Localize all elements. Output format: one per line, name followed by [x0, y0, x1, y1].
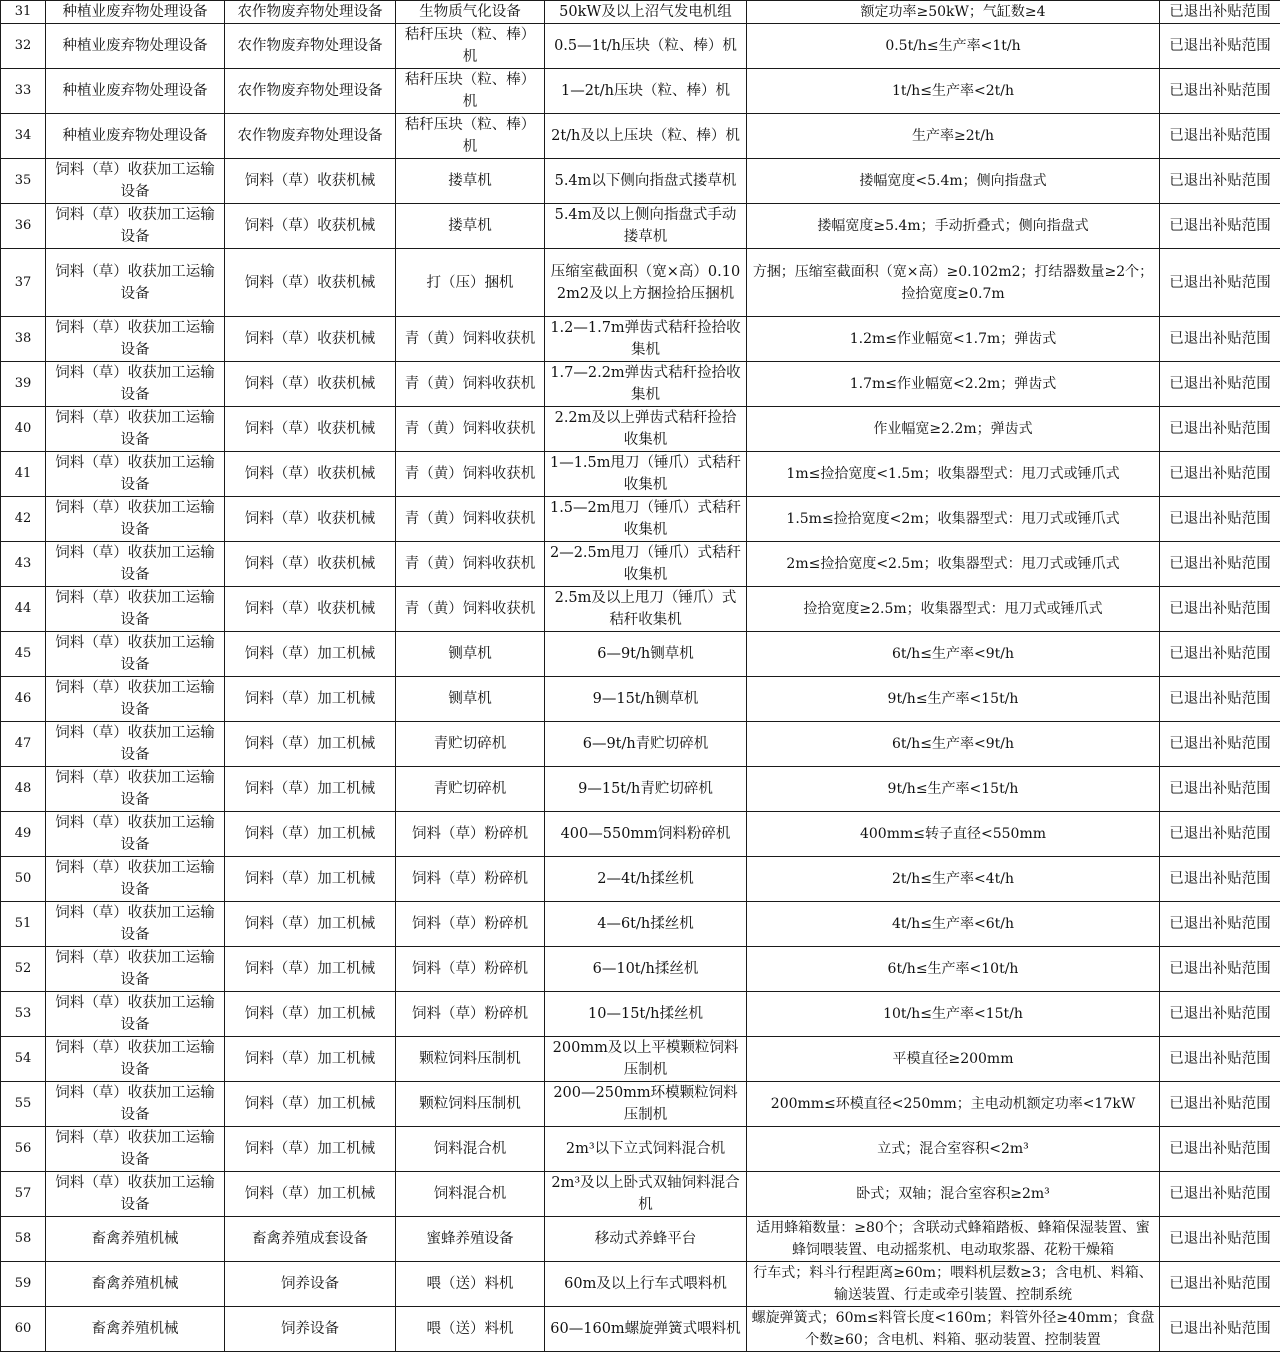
status-cell: 已退出补贴范围: [1160, 114, 1280, 159]
category-cell: 饲料（草）收获加工运输设备: [46, 947, 225, 992]
status-cell: 已退出补贴范围: [1160, 1262, 1280, 1307]
grade-cell: 5.4m以下侧向指盘式搂草机: [545, 159, 747, 204]
status-cell: 已退出补贴范围: [1160, 587, 1280, 632]
status-cell: 已退出补贴范围: [1160, 947, 1280, 992]
subcategory-cell: 饲料（草）加工机械: [225, 812, 396, 857]
subcategory-cell: 饲料（草）加工机械: [225, 857, 396, 902]
item-cell: 饲料（草）粉碎机: [396, 812, 545, 857]
row-number-cell: 43: [1, 542, 46, 587]
table-row: [1, 452, 1280, 497]
category-cell: 种植业废弃物处理设备: [46, 69, 225, 114]
row-number-cell: 39: [1, 362, 46, 407]
item-cell: 颗粒饲料压制机: [396, 1082, 545, 1127]
subcategory-cell: 饲养设备: [225, 1262, 396, 1307]
category-cell: 饲料（草）收获加工运输设备: [46, 159, 225, 204]
status-cell: 已退出补贴范围: [1160, 1217, 1280, 1262]
item-cell: 饲料混合机: [396, 1127, 545, 1172]
table-row: [1, 722, 1280, 767]
category-cell: 饲料（草）收获加工运输设备: [46, 857, 225, 902]
item-cell: 青贮切碎机: [396, 722, 545, 767]
grade-cell: 2.2m及以上弹齿式秸秆捡拾收集机: [545, 407, 747, 452]
standard-cell: 1t/h≤生产率<2t/h: [747, 69, 1160, 114]
category-cell: 饲料（草）收获加工运输设备: [46, 587, 225, 632]
category-cell: 饲料（草）收获加工运输设备: [46, 362, 225, 407]
table-row: [1, 159, 1280, 204]
item-cell: 青贮切碎机: [396, 767, 545, 812]
category-cell: 饲料（草）收获加工运输设备: [46, 812, 225, 857]
standard-cell: 立式；混合室容积<2m³: [747, 1127, 1160, 1172]
grade-cell: 60—160m螺旋弹簧式喂料机: [545, 1307, 747, 1352]
row-number-cell: 52: [1, 947, 46, 992]
standard-cell: 1.5m≤捡拾宽度<2m；收集器型式：甩刀式或锤爪式: [747, 497, 1160, 542]
table-body: [1, 1, 1280, 1352]
item-cell: 饲料混合机: [396, 1172, 545, 1217]
subcategory-cell: 饲料（草）收获机械: [225, 317, 396, 362]
grade-cell: 2t/h及以上压块（粒、棒）机: [545, 114, 747, 159]
table-row: [1, 542, 1280, 587]
item-cell: 青（黄）饲料收获机: [396, 542, 545, 587]
category-cell: 饲料（草）收获加工运输设备: [46, 767, 225, 812]
row-number-cell: 58: [1, 1217, 46, 1262]
category-cell: 饲料（草）收获加工运输设备: [46, 992, 225, 1037]
item-cell: 喂（送）料机: [396, 1307, 545, 1352]
grade-cell: 1.5—2m甩刀（锤爪）式秸秆收集机: [545, 497, 747, 542]
table-row: [1, 947, 1280, 992]
subcategory-cell: 饲料（草）收获机械: [225, 362, 396, 407]
category-cell: 饲料（草）收获加工运输设备: [46, 542, 225, 587]
standard-cell: 捡拾宽度≥2.5m；收集器型式：甩刀式或锤爪式: [747, 587, 1160, 632]
subcategory-cell: 农作物废弃物处理设备: [225, 114, 396, 159]
standard-cell: 2t/h≤生产率<4t/h: [747, 857, 1160, 902]
row-number-cell: 55: [1, 1082, 46, 1127]
category-cell: 饲料（草）收获加工运输设备: [46, 1037, 225, 1082]
item-cell: 颗粒饲料压制机: [396, 1037, 545, 1082]
grade-cell: 60m及以上行车式喂料机: [545, 1262, 747, 1307]
category-cell: 种植业废弃物处理设备: [46, 24, 225, 69]
item-cell: 铡草机: [396, 677, 545, 722]
status-cell: 已退出补贴范围: [1160, 677, 1280, 722]
category-cell: 饲料（草）收获加工运输设备: [46, 249, 225, 317]
subcategory-cell: 饲料（草）收获机械: [225, 249, 396, 317]
table-row: [1, 1082, 1280, 1127]
subcategory-cell: 饲料（草）加工机械: [225, 722, 396, 767]
row-number-cell: 47: [1, 722, 46, 767]
row-number-cell: 50: [1, 857, 46, 902]
standard-cell: 螺旋弹簧式；60m≤料管长度<160m；料管外径≥40mm；食盘个数≥60；含电机、料箱、驱动装置、控制装置: [747, 1307, 1160, 1352]
standard-cell: 1.7m≤作业幅宽<2.2m；弹齿式: [747, 362, 1160, 407]
table-row: [1, 317, 1280, 362]
row-number-cell: 36: [1, 204, 46, 249]
category-cell: 饲料（草）收获加工运输设备: [46, 632, 225, 677]
item-cell: 青（黄）饲料收获机: [396, 362, 545, 407]
standard-cell: 0.5t/h≤生产率<1t/h: [747, 24, 1160, 69]
subcategory-cell: 饲料（草）加工机械: [225, 767, 396, 812]
subcategory-cell: 饲料（草）收获机械: [225, 587, 396, 632]
grade-cell: 5.4m及以上侧向指盘式手动搂草机: [545, 204, 747, 249]
item-cell: 饲料（草）粉碎机: [396, 992, 545, 1037]
subcategory-cell: 饲料（草）加工机械: [225, 1127, 396, 1172]
category-cell: 饲料（草）收获加工运输设备: [46, 452, 225, 497]
status-cell: 已退出补贴范围: [1160, 452, 1280, 497]
category-cell: 饲料（草）收获加工运输设备: [46, 1127, 225, 1172]
subcategory-cell: 饲料（草）加工机械: [225, 1037, 396, 1082]
row-number-cell: 44: [1, 587, 46, 632]
grade-cell: 6—10t/h揉丝机: [545, 947, 747, 992]
standard-cell: 额定功率≥50kW；气缸数≥4: [747, 1, 1160, 24]
grade-cell: 10—15t/h揉丝机: [545, 992, 747, 1037]
status-cell: 已退出补贴范围: [1160, 497, 1280, 542]
row-number-cell: 42: [1, 497, 46, 542]
category-cell: 畜禽养殖机械: [46, 1262, 225, 1307]
row-number-cell: 54: [1, 1037, 46, 1082]
row-number-cell: 40: [1, 407, 46, 452]
table-row: [1, 587, 1280, 632]
subcategory-cell: 饲料（草）加工机械: [225, 902, 396, 947]
table-row: [1, 204, 1280, 249]
table-row: [1, 1172, 1280, 1217]
category-cell: 饲料（草）收获加工运输设备: [46, 497, 225, 542]
item-cell: 青（黄）饲料收获机: [396, 587, 545, 632]
standard-cell: 方捆；压缩室截面积（宽×高）≥0.102m2；打结器数量≥2个；捡拾宽度≥0.7m: [747, 249, 1160, 317]
standard-cell: 6t/h≤生产率<10t/h: [747, 947, 1160, 992]
status-cell: 已退出补贴范围: [1160, 992, 1280, 1037]
standard-cell: 行车式；料斗行程距离≥60m；喂料机层数≥3；含电机、料箱、输送装置、行走或牵引装置、控制系统: [747, 1262, 1160, 1307]
status-cell: 已退出补贴范围: [1160, 204, 1280, 249]
status-cell: 已退出补贴范围: [1160, 812, 1280, 857]
subcategory-cell: 饲料（草）收获机械: [225, 542, 396, 587]
item-cell: 生物质气化设备: [396, 1, 545, 24]
status-cell: 已退出补贴范围: [1160, 542, 1280, 587]
grade-cell: 6—9t/h青贮切碎机: [545, 722, 747, 767]
table-row: [1, 497, 1280, 542]
status-cell: 已退出补贴范围: [1160, 407, 1280, 452]
subcategory-cell: 畜禽养殖成套设备: [225, 1217, 396, 1262]
row-number-cell: 57: [1, 1172, 46, 1217]
category-cell: 畜禽养殖机械: [46, 1217, 225, 1262]
subcategory-cell: 饲料（草）收获机械: [225, 159, 396, 204]
subcategory-cell: 农作物废弃物处理设备: [225, 1, 396, 24]
item-cell: 饲料（草）粉碎机: [396, 902, 545, 947]
table-row: [1, 249, 1280, 317]
table-row: [1, 857, 1280, 902]
table-row: [1, 632, 1280, 677]
status-cell: 已退出补贴范围: [1160, 249, 1280, 317]
item-cell: 搂草机: [396, 204, 545, 249]
row-number-cell: 35: [1, 159, 46, 204]
subcategory-cell: 饲料（草）加工机械: [225, 1172, 396, 1217]
table-row: [1, 812, 1280, 857]
grade-cell: 移动式养蜂平台: [545, 1217, 747, 1262]
table-row: [1, 992, 1280, 1037]
subcategory-cell: 饲料（草）加工机械: [225, 632, 396, 677]
table-row: [1, 1127, 1280, 1172]
standard-cell: 卧式；双轴；混合室容积≥2m³: [747, 1172, 1160, 1217]
subcategory-cell: 饲料（草）收获机械: [225, 407, 396, 452]
category-cell: 种植业废弃物处理设备: [46, 114, 225, 159]
standard-cell: 搂幅宽度≥5.4m；手动折叠式；侧向指盘式: [747, 204, 1160, 249]
grade-cell: 400—550mm饲料粉碎机: [545, 812, 747, 857]
status-cell: 已退出补贴范围: [1160, 1127, 1280, 1172]
row-number-cell: 32: [1, 24, 46, 69]
category-cell: 畜禽养殖机械: [46, 1307, 225, 1352]
category-cell: 饲料（草）收获加工运输设备: [46, 407, 225, 452]
subcategory-cell: 饲料（草）加工机械: [225, 677, 396, 722]
row-number-cell: 53: [1, 992, 46, 1037]
item-cell: 秸秆压块（粒、棒）机: [396, 24, 545, 69]
table-row: [1, 1217, 1280, 1262]
standard-cell: 6t/h≤生产率<9t/h: [747, 722, 1160, 767]
category-cell: 饲料（草）收获加工运输设备: [46, 902, 225, 947]
standard-cell: 9t/h≤生产率<15t/h: [747, 677, 1160, 722]
grade-cell: 200mm及以上平模颗粒饲料压制机: [545, 1037, 747, 1082]
status-cell: 已退出补贴范围: [1160, 1307, 1280, 1352]
item-cell: 搂草机: [396, 159, 545, 204]
category-cell: 饲料（草）收获加工运输设备: [46, 1082, 225, 1127]
category-cell: 种植业废弃物处理设备: [46, 1, 225, 24]
row-number-cell: 33: [1, 69, 46, 114]
row-number-cell: 31: [1, 1, 46, 24]
status-cell: 已退出补贴范围: [1160, 159, 1280, 204]
item-cell: 饲料（草）粉碎机: [396, 947, 545, 992]
grade-cell: 1—2t/h压块（粒、棒）机: [545, 69, 747, 114]
status-cell: 已退出补贴范围: [1160, 24, 1280, 69]
grade-cell: 1.2—1.7m弹齿式秸秆捡拾收集机: [545, 317, 747, 362]
grade-cell: 9—15t/h铡草机: [545, 677, 747, 722]
subcategory-cell: 饲料（草）加工机械: [225, 947, 396, 992]
row-number-cell: 60: [1, 1307, 46, 1352]
row-number-cell: 37: [1, 249, 46, 317]
item-cell: 秸秆压块（粒、棒）机: [396, 69, 545, 114]
item-cell: 蜜蜂养殖设备: [396, 1217, 545, 1262]
row-number-cell: 46: [1, 677, 46, 722]
standard-cell: 生产率≥2t/h: [747, 114, 1160, 159]
row-number-cell: 45: [1, 632, 46, 677]
subcategory-cell: 饲料（草）收获机械: [225, 497, 396, 542]
subcategory-cell: 饲料（草）收获机械: [225, 452, 396, 497]
grade-cell: 2—2.5m甩刀（锤爪）式秸秆收集机: [545, 542, 747, 587]
standard-cell: 6t/h≤生产率<9t/h: [747, 632, 1160, 677]
row-number-cell: 49: [1, 812, 46, 857]
standard-cell: 搂幅宽度<5.4m；侧向指盘式: [747, 159, 1160, 204]
item-cell: 喂（送）料机: [396, 1262, 545, 1307]
item-cell: 秸秆压块（粒、棒）机: [396, 114, 545, 159]
grade-cell: 2—4t/h揉丝机: [545, 857, 747, 902]
subcategory-cell: 饲料（草）加工机械: [225, 992, 396, 1037]
grade-cell: 1—1.5m甩刀（锤爪）式秸秆收集机: [545, 452, 747, 497]
status-cell: 已退出补贴范围: [1160, 857, 1280, 902]
grade-cell: 压缩室截面积（宽×高）0.102m2及以上方捆捡拾压捆机: [545, 249, 747, 317]
item-cell: 青（黄）饲料收获机: [396, 317, 545, 362]
subcategory-cell: 饲料（草）收获机械: [225, 204, 396, 249]
status-cell: 已退出补贴范围: [1160, 902, 1280, 947]
subcategory-cell: 饲料（草）加工机械: [225, 1082, 396, 1127]
row-number-cell: 56: [1, 1127, 46, 1172]
table-row: [1, 902, 1280, 947]
item-cell: 饲料（草）粉碎机: [396, 857, 545, 902]
subcategory-cell: 农作物废弃物处理设备: [225, 69, 396, 114]
grade-cell: 2m³以下立式饲料混合机: [545, 1127, 747, 1172]
category-cell: 饲料（草）收获加工运输设备: [46, 1172, 225, 1217]
subcategory-cell: 农作物废弃物处理设备: [225, 24, 396, 69]
standard-cell: 1m≤捡拾宽度<1.5m；收集器型式：甩刀式或锤爪式: [747, 452, 1160, 497]
grade-cell: 0.5—1t/h压块（粒、棒）机: [545, 24, 747, 69]
status-cell: 已退出补贴范围: [1160, 1, 1280, 24]
grade-cell: 9—15t/h青贮切碎机: [545, 767, 747, 812]
table-row: [1, 1262, 1280, 1307]
row-number-cell: 51: [1, 902, 46, 947]
row-number-cell: 48: [1, 767, 46, 812]
status-cell: 已退出补贴范围: [1160, 722, 1280, 767]
row-number-cell: 41: [1, 452, 46, 497]
table-row: [1, 1, 1280, 24]
standard-cell: 200mm≤环模直径<250mm；主电动机额定功率<17kW: [747, 1082, 1160, 1127]
status-cell: 已退出补贴范围: [1160, 317, 1280, 362]
standard-cell: 作业幅宽≥2.2m；弹齿式: [747, 407, 1160, 452]
table-row: [1, 767, 1280, 812]
grade-cell: 1.7—2.2m弹齿式秸秆捡拾收集机: [545, 362, 747, 407]
category-cell: 饲料（草）收获加工运输设备: [46, 317, 225, 362]
item-cell: 青（黄）饲料收获机: [396, 407, 545, 452]
table-row: [1, 677, 1280, 722]
item-cell: 青（黄）饲料收获机: [396, 452, 545, 497]
grade-cell: 4—6t/h揉丝机: [545, 902, 747, 947]
grade-cell: 2.5m及以上甩刀（锤爪）式秸秆收集机: [545, 587, 747, 632]
status-cell: 已退出补贴范围: [1160, 1172, 1280, 1217]
row-number-cell: 59: [1, 1262, 46, 1307]
status-cell: 已退出补贴范围: [1160, 1082, 1280, 1127]
standard-cell: 9t/h≤生产率<15t/h: [747, 767, 1160, 812]
table-row: [1, 69, 1280, 114]
status-cell: 已退出补贴范围: [1160, 1037, 1280, 1082]
table-row: [1, 407, 1280, 452]
category-cell: 饲料（草）收获加工运输设备: [46, 204, 225, 249]
standard-cell: 4t/h≤生产率<6t/h: [747, 902, 1160, 947]
standard-cell: 平模直径≥200mm: [747, 1037, 1160, 1082]
table-row: [1, 114, 1280, 159]
status-cell: 已退出补贴范围: [1160, 362, 1280, 407]
grade-cell: 6—9t/h铡草机: [545, 632, 747, 677]
standard-cell: 10t/h≤生产率<15t/h: [747, 992, 1160, 1037]
table-row: [1, 1037, 1280, 1082]
table-row: [1, 24, 1280, 69]
standard-cell: 2m≤捡拾宽度<2.5m；收集器型式：甩刀式或锤爪式: [747, 542, 1160, 587]
standard-cell: 适用蜂箱数量：≥80个；含联动式蜂箱踏板、蜂箱保湿装置、蜜蜂饲喂装置、电动摇浆机、电动取浆器、花粉干燥箱: [747, 1217, 1160, 1262]
status-cell: 已退出补贴范围: [1160, 69, 1280, 114]
category-cell: 饲料（草）收获加工运输设备: [46, 677, 225, 722]
standard-cell: 400mm≤转子直径<550mm: [747, 812, 1160, 857]
grade-cell: 200—250mm环模颗粒饲料压制机: [545, 1082, 747, 1127]
item-cell: 打（压）捆机: [396, 249, 545, 317]
row-number-cell: 38: [1, 317, 46, 362]
status-cell: 已退出补贴范围: [1160, 767, 1280, 812]
subcategory-cell: 饲养设备: [225, 1307, 396, 1352]
grade-cell: 2m³及以上卧式双轴饲料混合机: [545, 1172, 747, 1217]
table-row: [1, 1307, 1280, 1352]
standard-cell: 1.2m≤作业幅宽<1.7m；弹齿式: [747, 317, 1160, 362]
category-cell: 饲料（草）收获加工运输设备: [46, 722, 225, 767]
status-cell: 已退出补贴范围: [1160, 632, 1280, 677]
row-number-cell: 34: [1, 114, 46, 159]
grade-cell: 50kW及以上沼气发电机组: [545, 1, 747, 24]
table-row: [1, 362, 1280, 407]
item-cell: 铡草机: [396, 632, 545, 677]
item-cell: 青（黄）饲料收获机: [396, 497, 545, 542]
